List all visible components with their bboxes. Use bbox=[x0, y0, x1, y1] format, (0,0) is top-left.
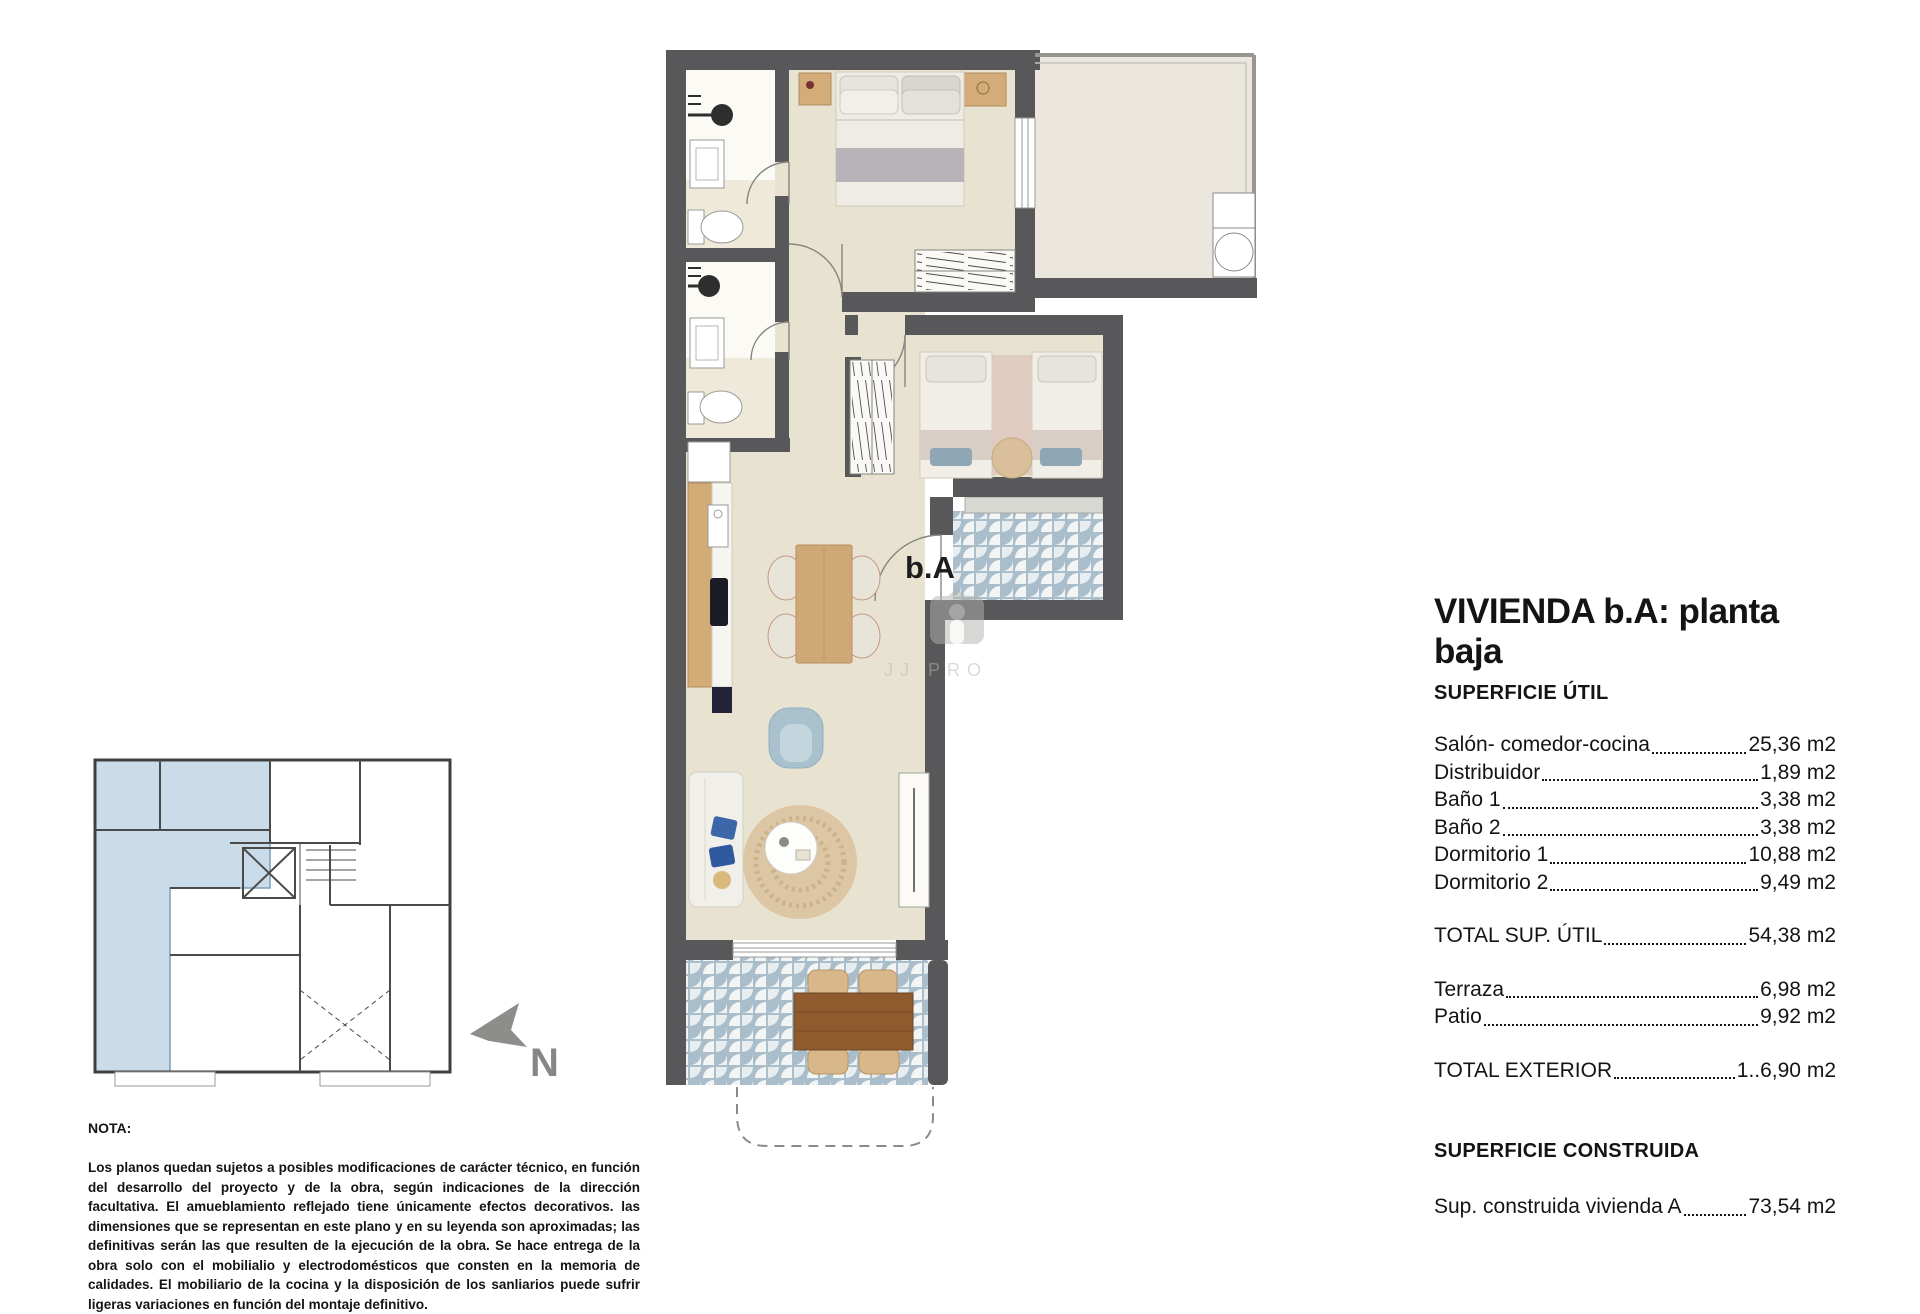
key-plan-terrace bbox=[320, 1072, 430, 1086]
nightstand bbox=[960, 73, 1006, 106]
outdoor-table bbox=[794, 993, 913, 1050]
north-label: N bbox=[530, 1041, 559, 1085]
area-value: 9,49 m2 bbox=[1760, 870, 1836, 894]
area-value: 25,36 m2 bbox=[1748, 733, 1836, 756]
key-plan-terrace bbox=[115, 1072, 215, 1086]
nightstand bbox=[799, 73, 831, 105]
key-plan bbox=[95, 760, 450, 1086]
construida-heading: SUPERFICIE CONSTRUIDA bbox=[1434, 1140, 1700, 1162]
area-value: 6,98 m2 bbox=[1760, 977, 1836, 1001]
kitchen-sink bbox=[708, 505, 728, 547]
area-row bbox=[1434, 841, 1836, 869]
exterior-rows bbox=[1434, 976, 1836, 1031]
area-label: Baño 2 bbox=[1434, 815, 1501, 839]
outdoor-chair bbox=[859, 970, 897, 996]
area-value: 54,38 m2 bbox=[1748, 924, 1836, 947]
area-label: Baño 1 bbox=[1434, 788, 1501, 811]
area-row bbox=[1434, 869, 1836, 897]
dotted-leader bbox=[1506, 996, 1758, 998]
area-label: TOTAL SUP. ÚTIL bbox=[1434, 924, 1603, 947]
area-row bbox=[1434, 786, 1836, 814]
fridge bbox=[688, 442, 730, 482]
page-title: VIVIENDA b.A: planta baja bbox=[1434, 592, 1779, 671]
area-value: 73,54 m2 bbox=[1748, 1195, 1836, 1218]
sofa bbox=[689, 772, 743, 907]
area-value: 1,89 m2 bbox=[1760, 760, 1836, 784]
area-label: Sup. construida vivienda A bbox=[1434, 1195, 1682, 1218]
highlighted-unit bbox=[95, 760, 270, 1072]
dotted-leader bbox=[1503, 807, 1759, 809]
main-floor-plan bbox=[666, 50, 1257, 1146]
area-label: Patio bbox=[1434, 1005, 1482, 1028]
north-arrow bbox=[470, 1003, 559, 1085]
area-label: Distribuidor bbox=[1434, 760, 1541, 784]
area-row bbox=[1434, 731, 1836, 759]
round-rug bbox=[992, 438, 1032, 478]
outdoor-chair bbox=[859, 1048, 899, 1074]
area-value: 3,38 m2 bbox=[1760, 815, 1836, 839]
dotted-leader bbox=[1503, 834, 1759, 836]
area-value: 10,88 m2 bbox=[1748, 843, 1836, 866]
north-arrow-icon bbox=[470, 1003, 527, 1047]
dotted-leader bbox=[1550, 862, 1746, 864]
note-heading: NOTA: bbox=[88, 1120, 132, 1136]
cooktop bbox=[710, 578, 728, 626]
dotted-leader bbox=[1604, 943, 1746, 945]
area-label: Dormitorio 1 bbox=[1434, 843, 1549, 866]
double-bed bbox=[836, 72, 964, 206]
dotted-leader bbox=[1684, 1214, 1747, 1216]
total-util-row bbox=[1434, 922, 1836, 950]
area-row bbox=[1434, 814, 1836, 842]
dotted-leader bbox=[1542, 779, 1758, 781]
watermark-text: JJ PRO bbox=[884, 660, 989, 680]
area-label: Salón- comedor-cocina bbox=[1434, 733, 1650, 756]
toilet-icon bbox=[700, 391, 742, 423]
area-label: TOTAL EXTERIOR bbox=[1434, 1058, 1613, 1082]
terrace-tiles-upper bbox=[953, 511, 1103, 600]
kitchen bbox=[688, 442, 732, 713]
dotted-leader bbox=[1550, 889, 1758, 891]
patio bbox=[1213, 193, 1255, 277]
total-exterior-row bbox=[1434, 1057, 1836, 1085]
unit-label: b.A bbox=[905, 550, 955, 585]
single-bed bbox=[1032, 352, 1102, 478]
area-row bbox=[1434, 759, 1836, 787]
note-block bbox=[88, 1120, 640, 1314]
bedroom-2 bbox=[850, 352, 1102, 478]
area-label: Dormitorio 2 bbox=[1434, 870, 1549, 894]
area-value: 9,92 m2 bbox=[1760, 1005, 1836, 1028]
area-row bbox=[1434, 1003, 1836, 1031]
outdoor-chair bbox=[808, 1048, 848, 1074]
title-block bbox=[1434, 592, 1836, 1221]
terrace-step-outline bbox=[737, 1087, 933, 1146]
area-value: 1..6,90 m2 bbox=[1736, 1058, 1836, 1082]
dotted-leader bbox=[1652, 752, 1747, 754]
dotted-leader bbox=[1484, 1024, 1758, 1026]
oven bbox=[712, 687, 732, 713]
dotted-leader bbox=[1614, 1077, 1735, 1079]
area-label: Terraza bbox=[1434, 977, 1505, 1001]
note-body: Los planos quedan sujetos a posibles modificaciones de carácter técnico, en función del desarrollo del proyecto y de la obra, según indicaciones de la dirección facultativa. El amueblamiento reflejado tiene únicamente efectos decorativos. las dimensiones que se representan en este plano y en su leyenda son aproximadas; las definitivas serán las que resulten de la ejecución de la obra. Se hace entrega de la obra solo con el mobilialio y electrodomésticos que consten en la memoria de calidades. El mobiliario de la cocina y la disposición de los sanliarios puede sufrir ligeras variaciones en función del montaje definitivo. bbox=[88, 1160, 640, 1312]
coffee-table bbox=[765, 822, 817, 874]
shower-head-icon bbox=[711, 104, 733, 126]
toilet-icon bbox=[701, 211, 743, 243]
outdoor-chair bbox=[808, 970, 848, 996]
single-bed bbox=[920, 352, 992, 478]
area-row bbox=[1434, 976, 1836, 1004]
construida-row bbox=[1434, 1193, 1836, 1221]
shower-head-icon bbox=[698, 275, 720, 297]
area-value: 3,38 m2 bbox=[1760, 788, 1836, 811]
util-heading: SUPERFICIE ÚTIL bbox=[1434, 682, 1609, 704]
